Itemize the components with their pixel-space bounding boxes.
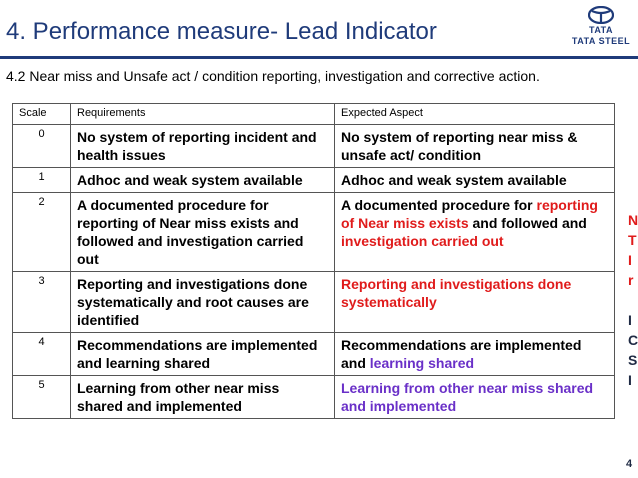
table-row	[13, 376, 615, 419]
table-row	[13, 272, 615, 333]
clipped-side-letter	[628, 290, 638, 310]
expected-aspect-text-segment: Reporting and investigations done systematically	[341, 276, 572, 310]
requirement-cell: A documented procedure for reporting of Near miss exists and followed and investigation carried out	[71, 193, 335, 272]
column-header-expected-aspect: Expected Aspect	[335, 104, 615, 125]
expected-aspect-text-segment: learning shared	[369, 355, 475, 371]
requirement-cell: Learning from other near miss shared and implemented	[71, 376, 335, 419]
clipped-side-text	[628, 210, 638, 390]
column-header-requirements: Requirements	[71, 104, 335, 125]
clipped-side-letter: I	[628, 312, 632, 328]
expected-aspect-cell	[335, 333, 615, 376]
logo-wordmark-tata-steel: TATA STEEL	[571, 36, 631, 46]
header-divider	[0, 56, 638, 59]
scale-cell: 0	[13, 125, 71, 168]
scale-cell: 4	[13, 333, 71, 376]
table-row	[13, 193, 615, 272]
logo-wordmark-tata: TATA	[589, 25, 613, 35]
maturity-table	[12, 103, 615, 419]
expected-aspect-text-segment: reporting of Near miss exists	[341, 197, 598, 231]
expected-aspect-cell	[335, 272, 615, 333]
clipped-side-letter: I	[628, 252, 632, 268]
requirement-cell: No system of reporting incident and health issues	[71, 125, 335, 168]
expected-aspect-text-segment: Recommendations are implemented and	[341, 337, 582, 371]
tata-emblem-icon	[588, 6, 614, 24]
page-title: 4. Performance measure- Lead Indicator	[6, 18, 437, 45]
expected-aspect-cell	[335, 125, 615, 168]
clipped-side-letter: I	[628, 372, 632, 388]
expected-aspect-cell	[335, 193, 615, 272]
clipped-side-letter: T	[628, 232, 637, 248]
expected-aspect-text-segment: Learning from other near miss shared and implemented	[341, 380, 594, 414]
clipped-side-letter: C	[628, 332, 638, 348]
table-body	[13, 125, 615, 419]
table-row	[13, 168, 615, 193]
scale-cell: 5	[13, 376, 71, 419]
table-header-row	[13, 104, 615, 125]
expected-aspect-text-segment: Adhoc and weak system available	[341, 172, 567, 188]
scale-cell: 1	[13, 168, 71, 193]
clipped-side-letter: S	[628, 352, 638, 368]
requirement-cell: Adhoc and weak system available	[71, 168, 335, 193]
requirement-cell: Reporting and investigations done systematically and root causes are identified	[71, 272, 335, 333]
expected-aspect-text-segment: investigation carried out	[341, 233, 504, 249]
section-subtitle: 4.2 Near miss and Unsafe act / condition reporting, investigation and corrective action.	[6, 68, 540, 84]
table-row	[13, 333, 615, 376]
expected-aspect-text-segment: A documented procedure for	[341, 197, 537, 213]
tata-steel-logo	[566, 6, 636, 50]
scale-cell: 3	[13, 272, 71, 333]
requirement-cell: Recommendations are implemented and learning shared	[71, 333, 335, 376]
clipped-side-letter: r	[628, 272, 634, 288]
expected-aspect-text-segment: No system of reporting near miss & unsafe act/ condition	[341, 129, 578, 163]
scale-cell: 2	[13, 193, 71, 272]
column-header-scale: Scale	[13, 104, 71, 125]
clipped-side-letter: N	[628, 212, 638, 228]
table-row	[13, 125, 615, 168]
expected-aspect-cell	[335, 168, 615, 193]
expected-aspect-text-segment: and followed and	[468, 215, 587, 231]
page-number: 4	[626, 458, 633, 470]
expected-aspect-cell	[335, 376, 615, 419]
